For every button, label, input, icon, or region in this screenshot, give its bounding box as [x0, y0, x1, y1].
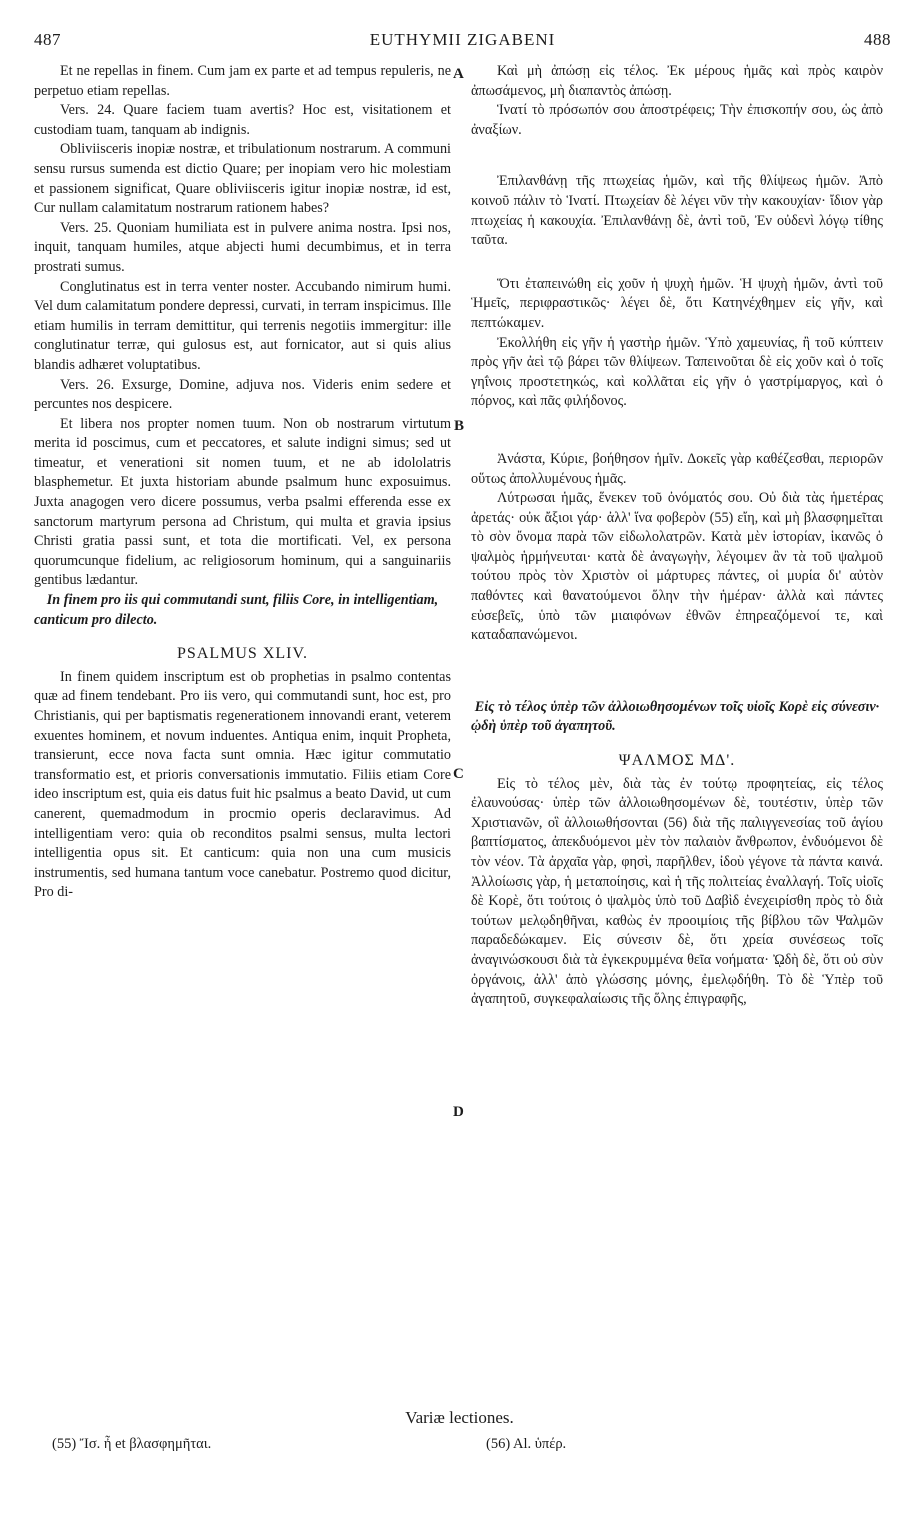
margin-letter-a: A: [453, 66, 464, 82]
margin-letter-b: B: [454, 418, 465, 434]
greek-paragraph: Λύτρωσαι ἡμᾶς, ἕνεκεν τοῦ ὀνόματός σου. Οὐ διὰ τὰς ἡμετέρας ἀρετάς· οὐκ ἄξιοι γάρ· ἀλλ' ἵνα φοβερὸν (55) εἴη, καὶ μὴ βλασφημεῖται τὸ σὸν ὄνομα παρὰ τῶν εἰδωλολατρῶν. Κατὰ μὲν ἱστορίαν, ἱκανῶς ὁ ψαλμὸς ἡρμήνευται· κατὰ δὲ ἀναγωγὴν, λέγοιμεν ἂν τὰ τοῦ ψαλμοῦ τούτου πρὸς τὸν Χριστὸν οἱ μάρτυρες πάντες, οἱ μυρία δι' αὐτὸν παθόντες καὶ θανατούμενοι ὅλην τὴν ἡμέραν· ἀλλὰ καὶ πάντες εὐσεβεῖς, ὑπὸ τῶν μιαιφόνων ἐθνῶν ἐπηρεαζόμενοί τε, καὶ καταδαπανώμενοι.: [471, 490, 883, 644]
margin-letter-c: C: [453, 766, 464, 782]
running-title: EUTHYMII ZIGABENI: [369, 30, 556, 49]
latin-paragraph: Vers. 26. Exsurge, Domine, adjuva nos. Videris enim sedere et percuntes nos despicere.: [34, 376, 451, 413]
latin-paragraph: Et ne repellas in finem. Cum jam ex parte et ad tempus repuleris, ne perpetuo etiam repellas.: [34, 63, 451, 99]
greek-paragraph: Ἐπιλανθάνῃ τῆς πτωχείας ἡμῶν, καὶ τῆς θλίψεως ἡμῶν. Ἀπὸ κοινοῦ πάλιν τὸ Ἱνατί. Πτωχείαν δὲ λέγει νῦν τὴν κακουχίαν· ἴδιον γὰρ πτωχείας ἡ κακουχία. Ἐπιλανθάνῃ δὲ, ἀντὶ τοῦ, Ἐν οὐδενὶ λόγῳ τίθης ταῦτα.: [471, 173, 883, 249]
latin-paragraph: Vers. 25. Quoniam humiliata est in pulvere anima nostra. Ipsi nos, inquit, tanquam humiles, atque abjecti humi decumbimus, et in terra prostrati sumus.: [34, 219, 451, 275]
latin-psalm-caption: In finem pro iis qui commutandi sunt, filiis Core, in intelligentiam, canticum pro dilecto.: [34, 592, 439, 628]
latin-paragraph: Vers. 24. Quare faciem tuam avertis? Hoc est, visitationem et custodiam tuam, tanquam ab indignis.: [34, 102, 451, 138]
latin-psalm-title: PSALMUS XLIV.: [177, 645, 308, 663]
greek-column: [471, 62, 883, 1010]
greek-psalm-title: ΨΑΛΜΟΣ ΜΔ'.: [618, 752, 736, 770]
greek-paragraph: Ὅτι ἐταπεινώθη εἰς χοῦν ἡ ψυχὴ ἡμῶν. Ἡ ψυχὴ ἡμῶν, ἀντὶ τοῦ Ἡμεῖς, περιφραστικῶς· λέγει δὲ, ὅτι Κατηνέχθημεν εἰς γῆν, καὶ πεπτώκαμεν.: [471, 275, 883, 331]
greek-paragraph: Ἐκολλήθη εἰς γῆν ἡ γαστὴρ ἡμῶν. Ὑπὸ χαμευνίας, ἢ τοῦ κύπτειν πρὸς γῆν ἀεὶ τῷ βάρει τῶν θλίψεων. Ταπεινοῦται δὲ εἰς χοῦν καὶ ὁ τοῖς γηΐνοις προστετηκώς, καὶ κολλᾶται εἰς γῆν ὁ γαστρίμαργος, καὶ ὁ πόρνος, καὶ πᾶς φιλήδονος.: [471, 334, 883, 410]
latin-paragraph: In finem quidem inscriptum est ob prophetias in psalmo contentas quæ ad finem tendebant. Pro iis vero, qui commutandi sunt, hoc est, pro Christianis, qui per baptismatis regenerationem innovandi erant, veterem exuentes hominem, et novum induentes. Antiqua enim, inquit Propheta, transierunt, ecce nova facta sunt omnia. Hæc igitur commutatio transformatio est, et prioris conversationis immutatio. Filiis etiam Core ideo inscriptum est, quia eis datus fuit hic psalmus a beato David, ut cum canerent, quemadmodum in procmio operis declaravimus. Ad intelligentiam vero: quia ob reconditos psalmi sensus, multa lectori intelligentia opus sit. Et canticum: quia non una cum musicis instrumentis, sed humana tantum voce canebatur. Postremo quod dicitur, Pro di-: [34, 668, 451, 901]
latin-paragraph: Et libera nos propter nomen tuum. Non ob nostrarum virtutum merita id poscimus, cum et peccatores, et salute indigni simus; sed ut timeatur, et venerationi sit nomen tuum, et ne ab idololatris blasphemetur. Et juxta historiam abunde psalmum hunc exposuimus. Juxta anagogen vero dicere possumus, verba psalmi efferenda esse ex sanctorum martyrum persona ad Christum, qui multa et gravia ipsius Christi gratia passi sunt, et tota die mortificati. Vel, ex persona quorumcunque fidelium, ac religiosorum hominum, qui a sanguinariis gentibus lædantur.: [34, 415, 451, 589]
page-number-left: 487: [34, 30, 61, 49]
latin-paragraph: Obliviisceris inopiæ nostræ, et tribulationum nostrarum. A communi sensu rursus sumenda est dictio Quare; per inopiam vero hic molestiam et passionem significat, Quare obliviisceris igitur inopiæ nostræ, id est, Cur nullam calamitatum nostrarum rationem habes?: [34, 141, 451, 217]
variae-lectiones-heading: Variæ lectiones.: [405, 1408, 514, 1427]
running-header: [34, 30, 891, 56]
greek-psalm-caption: Εἰς τὸ τέλος ὑπὲρ τῶν ἀλλοιωθησομένων τοῖς υἱοῖς Κορὲ εἰς σύνεσιν· ᾠδὴ ὑπὲρ τοῦ ἀγαπητοῦ.: [471, 698, 880, 735]
greek-paragraph: Εἰς τὸ τέλος μὲν, διὰ τὰς ἐν τούτῳ προφητείας, εἰς τέλος ἐλαυνούσας· ὑπὲρ τῶν ἀλλοιωθησομένων δὲ, τουτέστιν, ὑπὲρ τῶν Χριστιανῶν, οἳ ἀλλοιωθήσονται (56) διὰ τῆς παλιγγενεσίας τοῦ ἁγίου βαπτίσματος, ἀπεκδυόμενοι μὲν τὸν παλαιὸν ἄνθρωπον, ἐνδυόμενοι δὲ τὸν νέον. Τὰ ἀρχαῖα γὰρ, φησὶ, παρῆλθεν, ἰδοὺ γέγονε τὰ πάντα καινά. Ἀλλοίωσις γὰρ, ἡ μεταποίησις, καὶ ἡ τῆς πολιτείας ἐναλλαγή. Τοῖς υἱοῖς δὲ Κορὲ, ὅτι τούτοις ὁ ψαλμὸς ὑπὸ τοῦ Δαβὶδ ἐνεχειρίσθη πρὸς τὸ διὰ τούτων μελῳδηθῆναι, καθὼς ἐν προοιμίοις τῆς βίβλου τῶν Ψαλμῶν παραδεδώκαμεν. Εἰς σύνεσιν δὲ, ὅτι χρεία συνέσεως τοῖς ἀναγινώσκουσι διὰ τὰ ἐγκεκρυμμένα θεῖα νοήματα· ᾨδὴ δὲ, ὅτι οὐ σὺν ὀργάνοις, ἀλλ' ἀπὸ γλώσσης μόνης, ἐμελῳδήθη. Τὸ δὲ Ὑπὲρ τοῦ ἀγαπητοῦ, συγκεφαλαίωσις τῆς ὅλης ἐπιγραφῆς,: [471, 775, 883, 1008]
page-number-right: 488: [864, 30, 891, 49]
greek-paragraph: Καὶ μὴ ἀπώσῃ εἰς τέλος. Ἐκ μέρους ἡμᾶς καὶ πρὸς καιρὸν ἀπωσάμενος, μὴ διαπαντὸς ἀπώσῃ.: [471, 63, 883, 99]
footnote-55: (55) Ἴσ. ἦ et βλασφημῆται.: [52, 1436, 212, 1452]
margin-letter-d: D: [453, 1104, 464, 1120]
greek-paragraph: Ἀνάστα, Κύριε, βοήθησον ἡμῖν. Δοκεῖς γὰρ καθέζεσθαι, περιορῶν οὕτως ἀπολλυμένους ἡμᾶς.: [471, 450, 883, 487]
greek-paragraph: Ἱνατί τὸ πρόσωπόν σου ἀποστρέφεις; Τὴν ἐπισκοπήν σου, ὡς ἀπὸ ἀναξίων.: [471, 102, 883, 138]
latin-column: [34, 62, 451, 903]
footnote-56: (56) Al. ὑπέρ.: [486, 1436, 567, 1452]
latin-paragraph: Conglutinatus est in terra venter noster. Accubando nimirum humi. Vel dum calamitatum pondere depressi, curvati, in terram inspicimus. Ille etiam humilis in terram demittitur, qui terrenis negotiis immergitur: ille conglutinatur terræ, qui gulosus est, aut fornicator, aut si quis alius blandis adhæret voluptatibus.: [34, 278, 451, 373]
